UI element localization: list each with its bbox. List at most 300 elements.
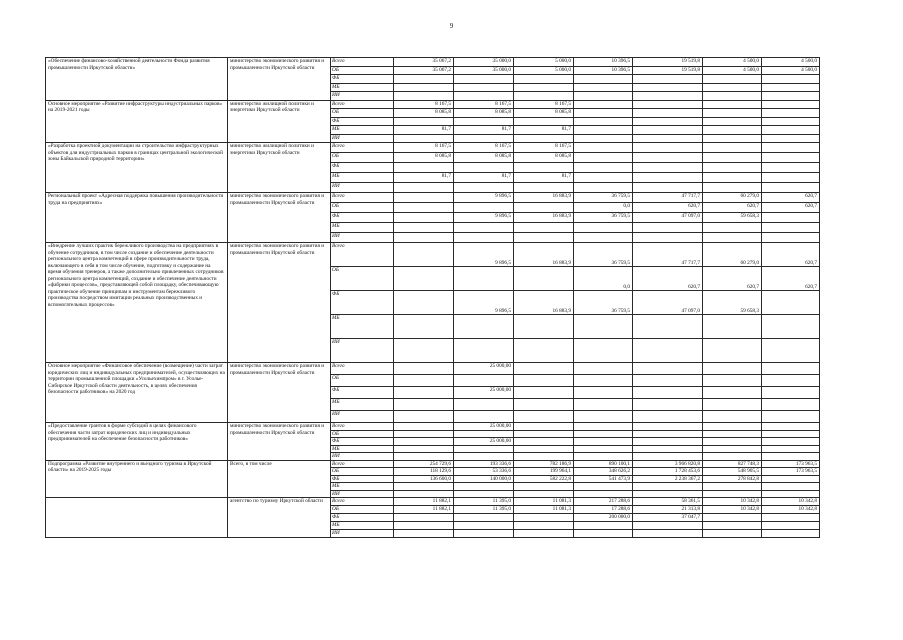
amount-cell bbox=[574, 530, 633, 538]
amount-cell bbox=[394, 291, 454, 315]
amount-cell: 10 396,5 bbox=[574, 58, 633, 67]
amount-cell: 53 336,6 bbox=[454, 468, 514, 476]
amount-cell: 200 000,0 bbox=[574, 514, 633, 522]
amount-cell bbox=[514, 183, 574, 193]
amount-cell: 548 905,5 bbox=[703, 468, 762, 476]
funding-source-cell: Всего bbox=[331, 100, 394, 109]
amount-cell bbox=[762, 163, 820, 173]
amount-cell bbox=[703, 490, 762, 498]
budget-table bbox=[45, 57, 820, 538]
table-row bbox=[46, 363, 820, 375]
amount-cell: 620,7 bbox=[762, 193, 820, 203]
amount-cell bbox=[394, 83, 454, 92]
amount-cell: 0,0 bbox=[574, 203, 633, 213]
amount-cell bbox=[762, 430, 820, 438]
amount-cell bbox=[454, 399, 514, 411]
amount-cell: 5 000,0 bbox=[514, 58, 574, 67]
amount-cell bbox=[762, 445, 820, 453]
amount-cell bbox=[762, 514, 820, 522]
funding-source-cell: МБ bbox=[331, 399, 394, 411]
table-row bbox=[46, 243, 820, 267]
amount-cell: 9 896,5 bbox=[454, 243, 514, 267]
amount-cell bbox=[633, 100, 703, 109]
amount-cell bbox=[574, 183, 633, 193]
amount-cell bbox=[454, 445, 514, 453]
amount-cell bbox=[762, 117, 820, 126]
amount-cell bbox=[454, 75, 514, 84]
amount-cell bbox=[633, 75, 703, 84]
amount-cell bbox=[394, 117, 454, 126]
amount-cell bbox=[762, 126, 820, 135]
activity-name-cell: Региональный проект «Адресная поддержка повышения производительности труда на предприятиях» bbox=[46, 193, 228, 243]
funding-source-cell: ИИ bbox=[331, 490, 394, 498]
amount-cell bbox=[394, 514, 454, 522]
amount-cell bbox=[703, 339, 762, 363]
funding-source-cell: Всего bbox=[331, 143, 394, 153]
amount-cell bbox=[454, 411, 514, 423]
amount-cell: 81,7 bbox=[454, 173, 514, 183]
funding-source-cell: ФБ bbox=[331, 213, 394, 223]
table-row bbox=[46, 423, 820, 431]
amount-cell bbox=[633, 483, 703, 491]
amount-cell bbox=[574, 83, 633, 92]
amount-cell: 4 500,0 bbox=[703, 66, 762, 75]
amount-cell bbox=[762, 213, 820, 223]
amount-cell bbox=[514, 339, 574, 363]
amount-cell bbox=[514, 267, 574, 291]
funding-source-cell: ФБ bbox=[331, 475, 394, 483]
amount-cell bbox=[703, 153, 762, 163]
amount-cell: 8 085,8 bbox=[454, 109, 514, 118]
funding-source-cell: ФБ bbox=[331, 291, 394, 315]
amount-cell bbox=[454, 490, 514, 498]
funding-source-cell: Всего bbox=[331, 460, 394, 468]
amount-cell bbox=[454, 514, 514, 522]
amount-cell bbox=[762, 339, 820, 363]
amount-cell bbox=[633, 453, 703, 461]
amount-cell: 37 047,7 bbox=[633, 514, 703, 522]
amount-cell bbox=[762, 100, 820, 109]
funding-source-cell: ФБ bbox=[331, 75, 394, 84]
funding-source-cell: ИИ bbox=[331, 183, 394, 193]
amount-cell bbox=[762, 438, 820, 446]
funding-source-cell: МБ bbox=[331, 445, 394, 453]
amount-cell bbox=[574, 233, 633, 243]
amount-cell bbox=[574, 109, 633, 118]
amount-cell bbox=[633, 387, 703, 399]
amount-cell bbox=[703, 183, 762, 193]
amount-cell: 19 519,8 bbox=[633, 58, 703, 67]
amount-cell: 60 279,0 bbox=[703, 243, 762, 267]
amount-cell bbox=[574, 375, 633, 387]
amount-cell bbox=[394, 243, 454, 267]
amount-cell: 8 167,5 bbox=[394, 143, 454, 153]
amount-cell bbox=[514, 453, 574, 461]
amount-cell bbox=[703, 530, 762, 538]
amount-cell: 8 085,8 bbox=[454, 153, 514, 163]
amount-cell bbox=[762, 153, 820, 163]
activity-name-cell: Основное мероприятие «Финансовое обеспечение (возмещение) части затрат юридических лиц и индивидуальных предпринимателей, осуществляющих на территории промышленной площадки «Усольехимпром» в г. Усолье-Сибирское Иркутской области деятельность, в целях обеспечения безопасности работников» на 2020 год bbox=[46, 363, 228, 423]
amount-cell bbox=[703, 83, 762, 92]
amount-cell bbox=[394, 530, 454, 538]
amount-cell: 8 167,5 bbox=[514, 100, 574, 109]
responsible-cell: министерство жилищной политики и энергетики Иркутской области bbox=[228, 100, 331, 143]
amount-cell bbox=[394, 75, 454, 84]
funding-source-cell: Всего bbox=[331, 498, 394, 506]
activity-name-cell: «Разработка проектной документации на строительство инфраструктурных объектов для индустриальных парков в границах центральной экологической зоны Байкальской природной территории» bbox=[46, 143, 228, 193]
amount-cell bbox=[574, 92, 633, 101]
activity-name-cell: «Внедрение лучших практик бережливого производства на предприятиях в обучение сотрудников, в том числе создание и обеспечение деятельности регионального центра компетенций в сфере производительности труда, включающего в себя в том числе обучение, подготовку и содержание на время обучения тренеров, а также дополнительно привлеченных сотрудников регионального центра компетенций, создание и обеспечение деятельности «фабрики процессов», представляющей собой площадку, обеспечивающую практическое обучение принципам и инструментам бережливого производства посредством имитации реальных производственных и вспомогательных процессов» bbox=[46, 243, 228, 363]
amount-cell: 16 883,9 bbox=[514, 213, 574, 223]
funding-source-cell: ОБ bbox=[331, 506, 394, 514]
amount-cell: 10 396,5 bbox=[574, 66, 633, 75]
amount-cell bbox=[703, 438, 762, 446]
amount-cell bbox=[394, 363, 454, 375]
amount-cell bbox=[703, 75, 762, 84]
amount-cell bbox=[514, 233, 574, 243]
amount-cell bbox=[394, 411, 454, 423]
amount-cell: 47 097,0 bbox=[633, 213, 703, 223]
amount-cell bbox=[574, 490, 633, 498]
amount-cell bbox=[633, 126, 703, 135]
amount-cell bbox=[762, 483, 820, 491]
amount-cell bbox=[574, 411, 633, 423]
funding-source-cell: ФБ bbox=[331, 117, 394, 126]
amount-cell bbox=[514, 375, 574, 387]
amount-cell bbox=[514, 483, 574, 491]
table-row bbox=[46, 460, 820, 468]
funding-source-cell: ОБ bbox=[331, 430, 394, 438]
amount-cell bbox=[703, 483, 762, 491]
amount-cell bbox=[703, 109, 762, 118]
amount-cell: 81,7 bbox=[454, 126, 514, 135]
amount-cell: 16 883,9 bbox=[514, 291, 574, 315]
amount-cell bbox=[762, 83, 820, 92]
amount-cell bbox=[633, 438, 703, 446]
amount-cell: 620,7 bbox=[703, 203, 762, 213]
amount-cell: 81,7 bbox=[514, 173, 574, 183]
amount-cell bbox=[703, 315, 762, 339]
amount-cell bbox=[394, 267, 454, 291]
amount-cell bbox=[633, 363, 703, 375]
amount-cell bbox=[514, 530, 574, 538]
amount-cell: 8 085,8 bbox=[394, 153, 454, 163]
amount-cell bbox=[394, 183, 454, 193]
funding-source-cell: ИИ bbox=[331, 411, 394, 423]
amount-cell bbox=[574, 117, 633, 126]
amount-cell: 35 000,0 bbox=[454, 58, 514, 67]
amount-cell bbox=[454, 339, 514, 363]
amount-cell bbox=[514, 83, 574, 92]
amount-cell bbox=[394, 163, 454, 173]
amount-cell bbox=[703, 411, 762, 423]
amount-cell bbox=[574, 126, 633, 135]
amount-cell bbox=[762, 387, 820, 399]
responsible-cell: министерство экономического развития и промышленности Иркутской области bbox=[228, 243, 331, 363]
amount-cell bbox=[514, 315, 574, 339]
amount-cell: 11 882,1 bbox=[394, 498, 454, 506]
amount-cell bbox=[394, 445, 454, 453]
funding-source-cell: МБ bbox=[331, 315, 394, 339]
amount-cell: 17 288,6 bbox=[574, 506, 633, 514]
amount-cell bbox=[703, 514, 762, 522]
amount-cell bbox=[574, 483, 633, 491]
amount-cell: 10 342,8 bbox=[703, 506, 762, 514]
amount-cell: 2 238 367,2 bbox=[633, 475, 703, 483]
funding-source-cell: ОБ bbox=[331, 468, 394, 476]
amount-cell bbox=[454, 375, 514, 387]
amount-cell bbox=[574, 143, 633, 153]
amount-cell bbox=[454, 233, 514, 243]
amount-cell bbox=[574, 453, 633, 461]
amount-cell bbox=[762, 173, 820, 183]
amount-cell bbox=[762, 490, 820, 498]
amount-cell: 36 759,5 bbox=[574, 291, 633, 315]
amount-cell bbox=[574, 339, 633, 363]
amount-cell bbox=[454, 315, 514, 339]
amount-cell bbox=[394, 339, 454, 363]
funding-source-cell: МБ bbox=[331, 83, 394, 92]
amount-cell bbox=[454, 163, 514, 173]
funding-source-cell: ИИ bbox=[331, 453, 394, 461]
funding-source-cell: ОБ bbox=[331, 375, 394, 387]
amount-cell: 35 067,2 bbox=[394, 66, 454, 75]
amount-cell bbox=[762, 363, 820, 375]
amount-cell bbox=[633, 223, 703, 233]
amount-cell: 47 717,7 bbox=[633, 243, 703, 267]
amount-cell bbox=[633, 530, 703, 538]
amount-cell: 3 966 820,8 bbox=[633, 460, 703, 468]
amount-cell bbox=[633, 83, 703, 92]
amount-cell bbox=[703, 522, 762, 530]
amount-cell bbox=[394, 430, 454, 438]
amount-cell: 173 963,5 bbox=[762, 468, 820, 476]
amount-cell: 140 000,0 bbox=[454, 475, 514, 483]
amount-cell bbox=[574, 445, 633, 453]
amount-cell: 81,7 bbox=[394, 126, 454, 135]
amount-cell: 620,7 bbox=[762, 203, 820, 213]
amount-cell bbox=[574, 387, 633, 399]
amount-cell bbox=[762, 530, 820, 538]
funding-source-cell: Всего bbox=[331, 243, 394, 267]
amount-cell: 4 500,0 bbox=[762, 58, 820, 67]
amount-cell bbox=[703, 92, 762, 101]
amount-cell bbox=[633, 92, 703, 101]
responsible-cell: Всего, в том числе bbox=[228, 460, 331, 498]
amount-cell: 620,7 bbox=[762, 267, 820, 291]
amount-cell bbox=[394, 315, 454, 339]
responsible-cell: министерство экономического развития и промышленности Иркутской области bbox=[228, 363, 331, 423]
amount-cell: 278 842,8 bbox=[703, 475, 762, 483]
funding-source-cell: МБ bbox=[331, 126, 394, 135]
amount-cell bbox=[703, 453, 762, 461]
amount-cell: 8 167,5 bbox=[394, 100, 454, 109]
amount-cell bbox=[394, 387, 454, 399]
amount-cell: 16 883,9 bbox=[514, 243, 574, 267]
amount-cell bbox=[454, 134, 514, 143]
amount-cell: 4 500,0 bbox=[762, 66, 820, 75]
amount-cell bbox=[703, 363, 762, 375]
amount-cell bbox=[762, 411, 820, 423]
amount-cell: 10 342,8 bbox=[762, 498, 820, 506]
amount-cell bbox=[762, 109, 820, 118]
amount-cell: 8 085,8 bbox=[514, 153, 574, 163]
amount-cell bbox=[574, 100, 633, 109]
amount-cell bbox=[454, 530, 514, 538]
amount-cell bbox=[703, 423, 762, 431]
funding-source-cell: ОБ bbox=[331, 66, 394, 75]
amount-cell bbox=[394, 233, 454, 243]
amount-cell bbox=[633, 173, 703, 183]
amount-cell: 11 395,0 bbox=[454, 506, 514, 514]
amount-cell bbox=[703, 117, 762, 126]
amount-cell bbox=[514, 387, 574, 399]
amount-cell: 36 759,5 bbox=[574, 213, 633, 223]
amount-cell bbox=[633, 445, 703, 453]
amount-cell: 136 600,0 bbox=[394, 475, 454, 483]
amount-cell bbox=[514, 522, 574, 530]
responsible-cell: министерство жилищной политики и энергетики Иркутской области bbox=[228, 143, 331, 193]
amount-cell bbox=[514, 490, 574, 498]
responsible-cell: министерство экономического развития и промышленности Иркутской области bbox=[228, 58, 331, 101]
amount-cell bbox=[394, 490, 454, 498]
table-row bbox=[46, 498, 820, 506]
amount-cell bbox=[633, 117, 703, 126]
amount-cell bbox=[574, 363, 633, 375]
amount-cell bbox=[762, 223, 820, 233]
amount-cell bbox=[762, 453, 820, 461]
funding-source-cell: ОБ bbox=[331, 267, 394, 291]
table-row bbox=[46, 58, 820, 67]
amount-cell bbox=[703, 223, 762, 233]
funding-source-cell: Всего bbox=[331, 193, 394, 203]
activity-name-cell bbox=[46, 498, 228, 538]
amount-cell bbox=[703, 387, 762, 399]
funding-source-cell: ИИ bbox=[331, 339, 394, 363]
amount-cell: 541 473,9 bbox=[574, 475, 633, 483]
amount-cell: 36 759,5 bbox=[574, 243, 633, 267]
amount-cell bbox=[574, 75, 633, 84]
amount-cell bbox=[394, 399, 454, 411]
amount-cell: 217 288,6 bbox=[574, 498, 633, 506]
amount-cell: 25 000,00 bbox=[454, 387, 514, 399]
activity-name-cell: Подпрограмма «Развитие внутреннего и въездного туризма в Иркутской области» на 2019-2025 годы bbox=[46, 460, 228, 498]
amount-cell bbox=[394, 453, 454, 461]
amount-cell bbox=[633, 490, 703, 498]
amount-cell bbox=[514, 411, 574, 423]
amount-cell bbox=[574, 423, 633, 431]
amount-cell bbox=[454, 183, 514, 193]
amount-cell bbox=[574, 315, 633, 339]
page-number: 9 bbox=[449, 22, 454, 30]
funding-source-cell: ИИ bbox=[331, 530, 394, 538]
funding-source-cell: Всего bbox=[331, 58, 394, 67]
amount-cell: 35 000,0 bbox=[454, 66, 514, 75]
table-row bbox=[46, 143, 820, 153]
responsible-cell: агентство по туризму Иркутской области bbox=[228, 498, 331, 538]
amount-cell bbox=[633, 183, 703, 193]
funding-source-cell: ИИ bbox=[331, 134, 394, 143]
amount-cell: 782 186,9 bbox=[514, 460, 574, 468]
amount-cell bbox=[394, 522, 454, 530]
funding-source-cell: Всего bbox=[331, 423, 394, 431]
amount-cell bbox=[762, 134, 820, 143]
amount-cell: 8 085,8 bbox=[394, 109, 454, 118]
amount-cell bbox=[633, 153, 703, 163]
amount-cell: 8 167,5 bbox=[514, 143, 574, 153]
funding-source-cell: ОБ bbox=[331, 203, 394, 213]
amount-cell bbox=[394, 203, 454, 213]
amount-cell: 348 626,2 bbox=[574, 468, 633, 476]
amount-cell bbox=[394, 223, 454, 233]
activity-name-cell: Основное мероприятие «Развитие инфраструктуры индустриальных парков» на 2019-2021 годы bbox=[46, 100, 228, 143]
amount-cell bbox=[762, 375, 820, 387]
amount-cell: 10 342,8 bbox=[762, 506, 820, 514]
amount-cell: 5 000,0 bbox=[514, 66, 574, 75]
funding-source-cell: ИИ bbox=[331, 233, 394, 243]
amount-cell bbox=[633, 522, 703, 530]
amount-cell bbox=[574, 438, 633, 446]
amount-cell bbox=[394, 213, 454, 223]
amount-cell bbox=[514, 438, 574, 446]
amount-cell bbox=[703, 126, 762, 135]
amount-cell bbox=[633, 339, 703, 363]
amount-cell bbox=[762, 183, 820, 193]
amount-cell bbox=[394, 92, 454, 101]
amount-cell bbox=[703, 134, 762, 143]
amount-cell bbox=[454, 92, 514, 101]
amount-cell bbox=[574, 430, 633, 438]
amount-cell: 11 081,3 bbox=[514, 498, 574, 506]
amount-cell bbox=[633, 143, 703, 153]
amount-cell: 9 896,5 bbox=[454, 291, 514, 315]
amount-cell bbox=[514, 203, 574, 213]
amount-cell bbox=[574, 163, 633, 173]
amount-cell: 21 313,8 bbox=[633, 506, 703, 514]
amount-cell: 8 167,5 bbox=[454, 143, 514, 153]
amount-cell: 620,7 bbox=[762, 243, 820, 267]
funding-source-cell: МБ bbox=[331, 223, 394, 233]
amount-cell bbox=[762, 92, 820, 101]
amount-cell bbox=[574, 223, 633, 233]
amount-cell: 9 896,5 bbox=[454, 213, 514, 223]
amount-cell: 16 883,9 bbox=[514, 193, 574, 203]
amount-cell: 8 167,5 bbox=[454, 100, 514, 109]
amount-cell bbox=[762, 475, 820, 483]
amount-cell bbox=[762, 233, 820, 243]
funding-source-cell: ОБ bbox=[331, 109, 394, 118]
table-row bbox=[46, 100, 820, 109]
amount-cell bbox=[574, 153, 633, 163]
funding-source-cell: ФБ bbox=[331, 438, 394, 446]
amount-cell bbox=[454, 223, 514, 233]
funding-source-cell: ИИ bbox=[331, 92, 394, 101]
amount-cell: 620,7 bbox=[633, 267, 703, 291]
amount-cell bbox=[574, 522, 633, 530]
amount-cell bbox=[762, 75, 820, 84]
amount-cell bbox=[394, 423, 454, 431]
amount-cell bbox=[633, 430, 703, 438]
amount-cell: 193 336,6 bbox=[454, 460, 514, 468]
amount-cell bbox=[514, 117, 574, 126]
amount-cell: 1 728 453,6 bbox=[633, 468, 703, 476]
amount-cell: 81,7 bbox=[514, 126, 574, 135]
amount-cell bbox=[762, 315, 820, 339]
amount-cell bbox=[762, 423, 820, 431]
amount-cell bbox=[633, 109, 703, 118]
amount-cell bbox=[514, 430, 574, 438]
amount-cell bbox=[514, 514, 574, 522]
